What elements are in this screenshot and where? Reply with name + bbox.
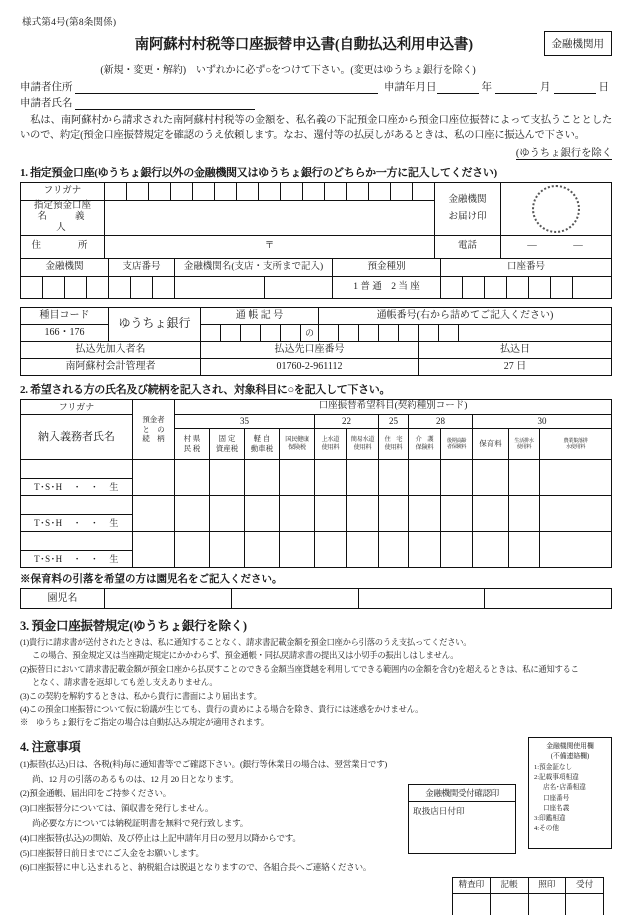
yucho-bank-name: ゆうちょ銀行 bbox=[109, 307, 201, 341]
stamp-cell[interactable] bbox=[566, 893, 604, 915]
furigana-cell[interactable] bbox=[325, 182, 347, 200]
bank-code-cell[interactable] bbox=[65, 276, 87, 298]
category-header-2 bbox=[245, 428, 280, 459]
category-header-5 bbox=[347, 428, 379, 459]
category-header-7 bbox=[409, 428, 441, 459]
fubi-item[interactable]: 3:印鑑相違 bbox=[534, 815, 566, 823]
entry-relation-input[interactable] bbox=[133, 459, 175, 495]
entry-mark-cell[interactable] bbox=[441, 531, 473, 567]
entry-mark-cell[interactable] bbox=[509, 495, 540, 531]
passbook-number-cell[interactable] bbox=[399, 324, 419, 341]
entry-name-input[interactable] bbox=[21, 531, 133, 550]
notice-item: (4)口座振替(払込)の開始、及び停止は上記申請年月日の翌月以降からです。 bbox=[20, 832, 301, 843]
deposit-type-value[interactable]: 1 普 通 2 当 座 bbox=[333, 276, 441, 298]
category-header-3 bbox=[280, 428, 315, 459]
application-date-group bbox=[384, 79, 612, 94]
applicant-name-input[interactable] bbox=[75, 97, 255, 110]
applicant-name-label: 申請者氏名 bbox=[20, 98, 73, 109]
notice-item: 尚、12 月の引落のあるものは、12 月 20 日となります。 bbox=[32, 773, 239, 784]
entry-mark-cell[interactable] bbox=[280, 495, 315, 531]
entry-mark-cell[interactable] bbox=[540, 495, 612, 531]
entry-mark-cell[interactable] bbox=[509, 531, 540, 567]
fubi-item[interactable]: 店名･店番相違 bbox=[543, 784, 586, 792]
entry-mark-cell[interactable] bbox=[441, 495, 473, 531]
childcare-label: 園児名 bbox=[21, 588, 105, 608]
category-0-line2: 民 税 bbox=[183, 443, 201, 453]
intro-line-3: (ゆうちょ銀行を除く bbox=[515, 147, 612, 159]
entry-mark-cell[interactable] bbox=[441, 459, 473, 495]
reception-stamp-panel bbox=[408, 784, 516, 854]
entry-mark-cell[interactable] bbox=[473, 459, 509, 495]
category-5-line1: 簡易水道 bbox=[350, 436, 375, 444]
table-row-bank-inputs bbox=[21, 276, 612, 298]
month-unit: 月 bbox=[540, 82, 551, 93]
table-row-entry bbox=[21, 531, 612, 550]
table-row-yucho-headers bbox=[21, 307, 612, 324]
bank-code-cell[interactable] bbox=[21, 276, 43, 298]
col-bank-name-label: 金融機関名(支店・支所まで記入) bbox=[175, 258, 333, 276]
yucho-code-value: 166・176 bbox=[21, 324, 109, 341]
fubi-item[interactable]: 4:その他 bbox=[534, 825, 559, 833]
furigana-cell[interactable] bbox=[215, 182, 237, 200]
bank-name-input[interactable] bbox=[175, 276, 265, 298]
bank-use-panel-subtitle: (不備連絡欄) bbox=[550, 753, 590, 761]
table-row-payee-values bbox=[21, 358, 612, 375]
account-holder-line1: 指定預金口座 bbox=[33, 201, 91, 212]
bank-seal-line2: お届け印 bbox=[448, 211, 487, 222]
section3-heading: 3. 預金口座振替規定(ゆうちょ銀行を除く) bbox=[20, 618, 247, 633]
bank-use-badge: 金融機関用 bbox=[544, 31, 613, 56]
page-title: 南阿蘇村村税等口座振替申込書(自動払込利用申込書) bbox=[134, 37, 473, 53]
applicant-address-row bbox=[20, 79, 612, 94]
table-row-stamp-headers bbox=[453, 877, 604, 893]
tel-label: 電話 bbox=[435, 235, 501, 258]
postal-mark-icon: 〒 bbox=[264, 241, 275, 252]
section2-furigana-label: フリガナ bbox=[21, 399, 133, 414]
account-holder-input[interactable] bbox=[105, 200, 501, 235]
section4-heading: 4. 注意事項 bbox=[20, 739, 81, 754]
category-11-line1: 農業集落排 bbox=[563, 437, 588, 444]
payee-account-value: 01760-2-961112 bbox=[201, 358, 419, 375]
category-9-line1: 保育料 bbox=[479, 439, 502, 449]
furigana-cell[interactable] bbox=[149, 182, 171, 200]
furigana-cell[interactable] bbox=[171, 182, 193, 200]
furigana-cell[interactable] bbox=[127, 182, 149, 200]
stamp-cell[interactable] bbox=[528, 893, 566, 915]
category-7-line1: 介 護 bbox=[415, 436, 434, 444]
notice-item: (1)振替(払込)日は、各税(料)毎に通知書等でご確認下さい。(銀行等休業日の場合は、翌営業日です) bbox=[20, 758, 388, 769]
entry-mark-cell[interactable] bbox=[379, 531, 409, 567]
table-row-entry bbox=[21, 459, 612, 478]
bank-seal-line1: 金融機関 bbox=[448, 194, 487, 205]
payee-name-label: 払込先加入者名 bbox=[21, 341, 201, 358]
form-subtitle: (新規・変更・解約) いずれかに必ず○をつけて下さい。(変更はゆうちょ銀行を除く) bbox=[100, 65, 476, 76]
entry-birthdate-input[interactable]: T･S･H ･ ･ 生 bbox=[21, 478, 133, 495]
branch-code-cell[interactable] bbox=[131, 276, 153, 298]
category-4-line2: 使用料 bbox=[321, 443, 340, 451]
entry-mark-cell[interactable] bbox=[379, 459, 409, 495]
code-group-30: 30 bbox=[473, 414, 612, 428]
account-no-cell[interactable] bbox=[551, 276, 573, 298]
passbook-symbol-cell[interactable] bbox=[261, 324, 281, 341]
entry-mark-cell[interactable] bbox=[315, 459, 347, 495]
bottom-area bbox=[20, 737, 612, 890]
tel-dashes: ― ― bbox=[527, 241, 585, 252]
category-5-line2: 使用料 bbox=[353, 443, 372, 451]
section3-rules bbox=[20, 636, 612, 730]
reception-stamp-title: 金融機関受付確認印 bbox=[409, 785, 515, 802]
section2-table bbox=[20, 399, 612, 568]
passbook-symbol-label: 通 帳 記 号 bbox=[201, 307, 319, 324]
entry-mark-cell[interactable] bbox=[509, 459, 540, 495]
section4-block bbox=[20, 737, 428, 875]
entry-birthdate-input[interactable]: T･S･H ･ ･ 生 bbox=[21, 550, 133, 567]
furigana-cell[interactable] bbox=[369, 182, 391, 200]
year-unit: 年 bbox=[481, 82, 492, 93]
category-4-line1: 上水道 bbox=[321, 436, 340, 444]
title-bar bbox=[20, 32, 612, 56]
category-header-10 bbox=[509, 428, 540, 459]
notice-item: 尚必要な方については納税証明書を無料で発行致します。 bbox=[32, 818, 249, 829]
table-row-code-groups bbox=[21, 414, 612, 428]
section1-heading: 1. 指定預金口座(ゆうちょ銀行以外の金融機関又はゆうちょ銀行のどちらか一方に記入してください) bbox=[20, 166, 497, 179]
category-3-line2: 保険税 bbox=[288, 443, 306, 451]
applicant-block bbox=[20, 79, 612, 110]
stamp-col-3: 受付 bbox=[566, 877, 604, 893]
furigana-cell[interactable] bbox=[193, 182, 215, 200]
section2-heading: 2. 希望される方の氏名及び続柄を記入され、対象科目に○を記入して下さい。 bbox=[20, 383, 391, 396]
entry-relation-input[interactable] bbox=[133, 495, 175, 531]
category-0-line1: 村 県 bbox=[183, 434, 201, 444]
passbook-number-cell[interactable] bbox=[339, 324, 359, 341]
account-no-cell[interactable] bbox=[529, 276, 551, 298]
furigana-label: フリガナ bbox=[21, 182, 105, 200]
entry-mark-cell[interactable] bbox=[245, 495, 280, 531]
category-3-line1: 国民健康 bbox=[285, 436, 309, 444]
code-group-28: 28 bbox=[409, 414, 473, 428]
application-day-input[interactable] bbox=[554, 81, 596, 94]
furigana-cell[interactable] bbox=[303, 182, 325, 200]
intro-line-2: いので、約定(預金口座振替規定を確認のうえ依頼します。なお、還付等の払戻しがあるときは、私の口座に振込んで下さい。 bbox=[20, 129, 585, 141]
fubi-item[interactable]: 2:記載事項相違 bbox=[534, 774, 579, 782]
passbook-number-cell[interactable] bbox=[439, 324, 459, 341]
entry-mark-cell[interactable] bbox=[347, 459, 379, 495]
application-year-input[interactable] bbox=[437, 81, 479, 94]
entry-mark-cell[interactable] bbox=[245, 459, 280, 495]
code-group-22: 22 bbox=[315, 414, 379, 428]
applicant-address-input[interactable] bbox=[75, 81, 379, 94]
childcare-name-input[interactable] bbox=[105, 588, 232, 608]
taxpayer-name-label: 納入義務者氏名 bbox=[21, 414, 133, 459]
table-row-furigana bbox=[21, 182, 612, 200]
fubi-item[interactable]: 口座名義 bbox=[543, 804, 570, 812]
entry-mark-cell[interactable] bbox=[347, 531, 379, 567]
rule-item: (4)この預金口座振替について仮に紛議が生じても、貴行の責めによる場合を除き、貴行には迷惑をかけません。 bbox=[20, 705, 424, 715]
application-month-input[interactable] bbox=[495, 81, 537, 94]
entry-mark-cell[interactable] bbox=[315, 495, 347, 531]
account-no-cell[interactable] bbox=[441, 276, 463, 298]
notice-item: (2)預金通帳、届出印をご持参ください。 bbox=[20, 788, 172, 799]
category-10-line2: 使用料 bbox=[516, 443, 532, 450]
fubi-item[interactable]: 1:預金証なし bbox=[534, 763, 573, 771]
passbook-symbol-cell[interactable] bbox=[241, 324, 261, 341]
form-number: 様式第4号(第8条関係) bbox=[22, 18, 117, 28]
childcare-name-input[interactable] bbox=[358, 588, 485, 608]
stamp-cell[interactable] bbox=[453, 893, 491, 915]
passbook-symbol-cell[interactable] bbox=[221, 324, 241, 341]
col-account-no-label: 口座番号 bbox=[441, 258, 612, 276]
category-8-line2: 者保険料 bbox=[446, 443, 467, 450]
day-unit: 日 bbox=[598, 82, 609, 93]
group-header-label: 口座振替希望科目(契約種別コード) bbox=[175, 399, 612, 414]
account-no-cell[interactable] bbox=[485, 276, 507, 298]
branch-name-input[interactable] bbox=[265, 276, 333, 298]
furigana-cell[interactable] bbox=[259, 182, 281, 200]
entry-mark-cell[interactable] bbox=[245, 531, 280, 567]
account-holder-label bbox=[21, 200, 113, 235]
relation-line3: 続 柄 bbox=[142, 434, 165, 444]
passbook-particle: の bbox=[301, 324, 319, 341]
relation-line2: と の bbox=[142, 424, 165, 434]
childcare-name-input[interactable] bbox=[231, 588, 358, 608]
branch-code-cell[interactable] bbox=[153, 276, 175, 298]
passbook-number-cell[interactable] bbox=[459, 324, 612, 341]
application-date-label: 申請年月日 bbox=[384, 82, 437, 93]
code-group-25: 25 bbox=[379, 414, 409, 428]
entry-mark-cell[interactable] bbox=[210, 459, 245, 495]
childcare-note: ※保育料の引落を希望の方は園児名をご記入ください。 bbox=[20, 573, 283, 585]
col-branch-no-label: 支店番号 bbox=[109, 258, 175, 276]
entry-relation-input[interactable] bbox=[133, 531, 175, 567]
processing-stamp-table bbox=[452, 877, 604, 915]
category-10-line1: 生活排水 bbox=[514, 437, 534, 444]
fubi-item[interactable]: 口座番号 bbox=[543, 794, 570, 802]
notice-item: (6)口座振替に申し込まれると、納税組合は脱退となりますので、各組合長へご連絡ください。 bbox=[20, 862, 372, 873]
branch-code-cell[interactable] bbox=[109, 276, 131, 298]
passbook-number-cell[interactable] bbox=[359, 324, 379, 341]
category-2-line2: 動車税 bbox=[250, 443, 274, 453]
applicant-name-row bbox=[20, 95, 612, 110]
entry-mark-cell[interactable] bbox=[280, 531, 315, 567]
table-row-address bbox=[21, 235, 612, 258]
entry-mark-cell[interactable] bbox=[280, 459, 315, 495]
intro-line-1: 私は、南阿蘇村から請求された南阿蘇村村税等の金額を、私名義の下記預金口座から預金口座位振替によって支払うこととした bbox=[20, 115, 612, 126]
category-6-line2: 使用料 bbox=[384, 443, 403, 451]
entry-name-input[interactable] bbox=[21, 495, 133, 514]
account-no-cell[interactable] bbox=[463, 276, 485, 298]
bank-code-cell[interactable] bbox=[87, 276, 109, 298]
table-row-childcare bbox=[21, 588, 612, 608]
rule-item: (1)貴行に請求書が送付されたときは、私に通知することなく、請求書記載金額を預金口座から引落のうえ支払ってください。 bbox=[20, 637, 472, 647]
entry-mark-cell[interactable] bbox=[175, 459, 210, 495]
category-header-4 bbox=[315, 428, 347, 459]
table-row-stamp-blanks bbox=[453, 893, 604, 915]
table-row-furigana-header bbox=[21, 399, 612, 414]
reception-stamp-body[interactable]: 取扱店日付印 bbox=[413, 805, 465, 816]
bank-code-cell[interactable] bbox=[43, 276, 65, 298]
entry-mark-cell[interactable] bbox=[175, 531, 210, 567]
category-header-6 bbox=[379, 428, 409, 459]
applicant-address-label: 申請者住所 bbox=[20, 82, 73, 93]
passbook-symbol-cell[interactable] bbox=[281, 324, 301, 341]
passbook-number-label: 通帳番号(右から詰めてご記入ください) bbox=[319, 307, 612, 324]
table-row-bank-headers bbox=[21, 258, 612, 276]
seal-stamp-area[interactable] bbox=[501, 182, 612, 235]
payee-name-value: 南阿蘇村会計管理者 bbox=[21, 358, 201, 375]
furigana-cell[interactable] bbox=[281, 182, 303, 200]
rule-item: となく、請求書を返却しても差し支えありません。 bbox=[32, 678, 218, 688]
furigana-cell[interactable] bbox=[237, 182, 259, 200]
notice-item: (3)口座振替分については、領収書を発行しません。 bbox=[20, 803, 214, 814]
category-1-line1: 固 定 bbox=[218, 434, 236, 444]
col-bank-label: 金融機関 bbox=[21, 258, 109, 276]
passbook-number-cell[interactable] bbox=[419, 324, 439, 341]
yucho-table bbox=[20, 307, 612, 376]
relation-line1: 預金者 bbox=[142, 414, 165, 424]
table-row-entry bbox=[21, 495, 612, 514]
code-group-35: 35 bbox=[175, 414, 315, 428]
furigana-cell[interactable] bbox=[347, 182, 369, 200]
stamp-col-0: 精査印 bbox=[453, 877, 491, 893]
payment-day-label: 払込日 bbox=[419, 341, 612, 358]
entry-mark-cell[interactable] bbox=[409, 459, 441, 495]
entry-birthdate-input[interactable]: T･S･H ･ ･ 生 bbox=[21, 514, 133, 531]
passbook-symbol-cell[interactable] bbox=[201, 324, 221, 341]
entry-mark-cell[interactable] bbox=[540, 459, 612, 495]
account-holder-line2: 名 義 人 bbox=[37, 212, 113, 234]
entry-name-input[interactable] bbox=[21, 459, 133, 478]
passbook-number-cell[interactable] bbox=[319, 324, 339, 341]
entry-mark-cell[interactable] bbox=[409, 531, 441, 567]
section1-bank-table bbox=[20, 258, 612, 299]
childcare-table bbox=[20, 588, 612, 609]
address-label-text: 住 所 bbox=[31, 241, 94, 252]
section1-table bbox=[20, 182, 612, 259]
address-input[interactable] bbox=[105, 235, 435, 258]
furigana-cell[interactable] bbox=[391, 182, 413, 200]
entry-mark-cell[interactable] bbox=[210, 495, 245, 531]
category-8-line1: 後期高齢 bbox=[446, 437, 467, 444]
category-2-line1: 軽 自 bbox=[253, 434, 271, 444]
rule-item: ※ ゆうちょ銀行をご指定の場合は自動払込み規定が適用されます。 bbox=[20, 718, 269, 728]
col-deposit-type-label: 預金種別 bbox=[333, 258, 441, 276]
entry-mark-cell[interactable] bbox=[315, 531, 347, 567]
category-7-line2: 保険料 bbox=[415, 443, 434, 451]
rule-item: (3)この契約を解約するときは、私から貴行に書面により届出ます。 bbox=[20, 691, 262, 701]
entry-mark-cell[interactable] bbox=[347, 495, 379, 531]
category-6-line1: 住 宅 bbox=[384, 436, 403, 444]
bank-use-panel-title: 金融機関使用欄 bbox=[546, 742, 594, 750]
rule-item: (2)振替日において請求書記載金額が預金口座から払戻すことのできる金額当座貸越を利用してできる範囲内の金額を含む)を超えるときは、私に通知するこ bbox=[20, 664, 579, 674]
category-header-1 bbox=[210, 428, 245, 459]
seal-circle-icon bbox=[532, 185, 580, 233]
intro-note bbox=[20, 144, 612, 159]
intro-paragraph bbox=[20, 114, 612, 144]
yucho-code-label: 種目コード bbox=[21, 307, 109, 324]
address-label bbox=[21, 235, 105, 258]
entry-mark-cell[interactable] bbox=[409, 495, 441, 531]
entry-mark-cell[interactable] bbox=[379, 495, 409, 531]
tel-input[interactable] bbox=[501, 235, 612, 258]
account-no-cell[interactable] bbox=[573, 276, 612, 298]
notice-item: (5)口座振替日前日までにご入金をお願いします。 bbox=[20, 847, 204, 858]
category-header-11 bbox=[540, 428, 612, 459]
category-header-8 bbox=[441, 428, 473, 459]
account-no-cell[interactable] bbox=[507, 276, 529, 298]
stamp-col-1: 記帳 bbox=[490, 877, 528, 893]
furigana-cell[interactable] bbox=[105, 182, 127, 200]
entry-mark-cell[interactable] bbox=[473, 495, 509, 531]
relation-label bbox=[133, 399, 175, 459]
category-11-line2: 水使用料 bbox=[565, 443, 586, 450]
entry-mark-cell[interactable] bbox=[175, 495, 210, 531]
entry-mark-cell[interactable] bbox=[473, 531, 509, 567]
payee-account-label: 払込先口座番号 bbox=[201, 341, 419, 358]
passbook-number-cell[interactable] bbox=[379, 324, 399, 341]
category-1-line2: 資産税 bbox=[215, 443, 239, 453]
furigana-cell[interactable] bbox=[413, 182, 435, 200]
rule-item: この場合、預金規定又は当座勘定規定にかかわらず、預金通帳・同払戻請求書の提出又は小切手の振出しはしません。 bbox=[32, 651, 459, 661]
entry-mark-cell[interactable] bbox=[210, 531, 245, 567]
childcare-name-input[interactable] bbox=[485, 588, 612, 608]
bank-use-panel bbox=[528, 737, 612, 849]
category-header-0 bbox=[175, 428, 210, 459]
payment-day-value: 27 日 bbox=[419, 358, 612, 375]
entry-mark-cell[interactable] bbox=[540, 531, 612, 567]
stamp-col-2: 照印 bbox=[528, 877, 566, 893]
table-row-payee-headers bbox=[21, 341, 612, 358]
category-header-9 bbox=[473, 428, 509, 459]
stamp-cell[interactable] bbox=[490, 893, 528, 915]
